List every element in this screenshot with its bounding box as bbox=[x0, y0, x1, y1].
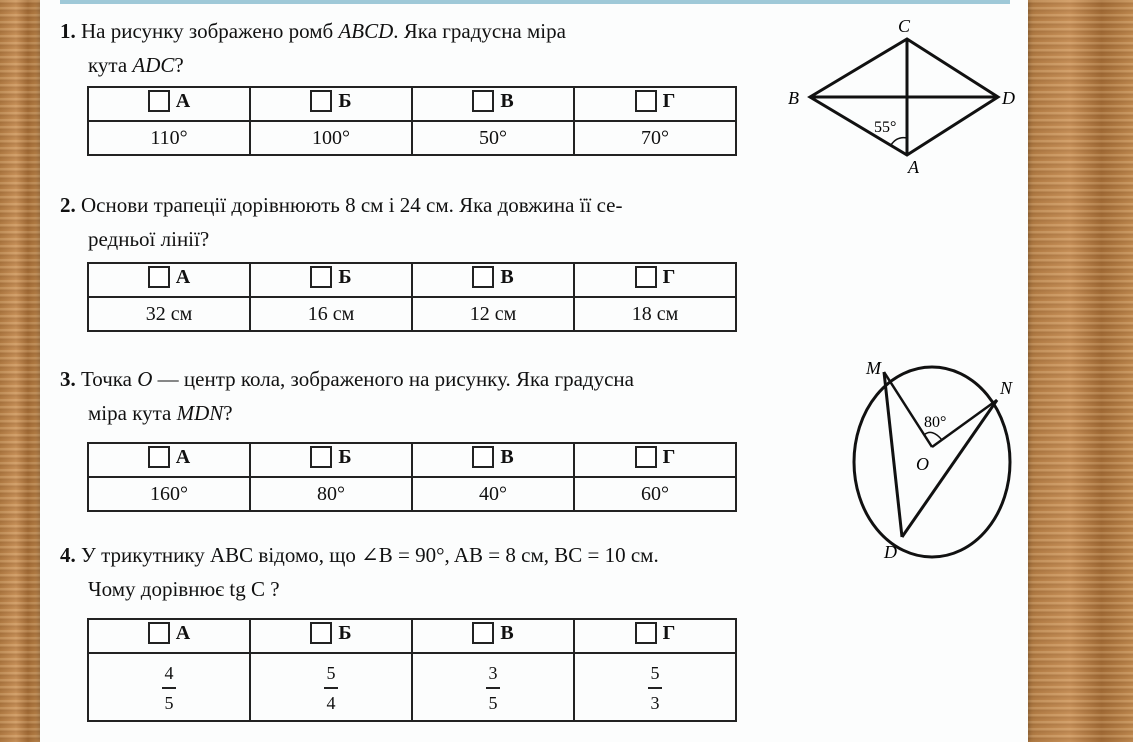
answer-option-a[interactable] bbox=[88, 619, 250, 653]
vertex-label-b: B bbox=[788, 88, 799, 108]
answer-option-v[interactable] bbox=[412, 619, 574, 653]
checkbox[interactable] bbox=[472, 446, 494, 468]
wood-background-left bbox=[0, 0, 40, 742]
fraction-numerator: 4 bbox=[164, 662, 174, 683]
checkbox[interactable] bbox=[635, 622, 657, 644]
answer-option-b[interactable] bbox=[250, 263, 412, 297]
option-letter: В bbox=[500, 265, 514, 288]
answer-option-g[interactable] bbox=[574, 619, 736, 653]
fraction-denominator: 4 bbox=[326, 692, 336, 713]
answer-option-g[interactable] bbox=[574, 443, 736, 477]
answer-value: 160° bbox=[88, 477, 250, 511]
point-label-m: M bbox=[866, 358, 881, 378]
fraction-denominator: 5 bbox=[488, 692, 498, 713]
option-letter: Б bbox=[338, 265, 352, 288]
question-text: На рисунку зображено ромб bbox=[81, 19, 339, 43]
option-letter: А bbox=[175, 89, 191, 112]
question-text: . Яка градусна міра bbox=[393, 19, 566, 43]
question-text: кута bbox=[88, 53, 133, 77]
answer-value bbox=[250, 653, 412, 721]
vertex-label-a: A bbox=[908, 157, 919, 177]
answer-option-v[interactable] bbox=[412, 263, 574, 297]
answer-value: 32 см bbox=[88, 297, 250, 331]
answer-value: 40° bbox=[412, 477, 574, 511]
checkbox[interactable] bbox=[472, 266, 494, 288]
option-letter: Г bbox=[662, 621, 676, 644]
checkbox[interactable] bbox=[310, 446, 332, 468]
fraction-denominator: 5 bbox=[164, 692, 174, 713]
checkbox[interactable] bbox=[148, 266, 170, 288]
option-letter: А bbox=[175, 621, 191, 644]
point-label-o: O bbox=[916, 454, 929, 474]
checkbox[interactable] bbox=[635, 266, 657, 288]
checkbox[interactable] bbox=[310, 622, 332, 644]
fraction-numerator: 3 bbox=[488, 662, 498, 683]
question-text: Точка bbox=[81, 367, 138, 391]
answer-value: 50° bbox=[412, 121, 574, 155]
checkbox[interactable] bbox=[472, 622, 494, 644]
vertex-label-d: D bbox=[1002, 88, 1015, 108]
option-letter: Г bbox=[662, 89, 676, 112]
question-variable: MDN bbox=[176, 401, 224, 425]
answer-option-b[interactable] bbox=[250, 87, 412, 121]
question-variable: ADC bbox=[132, 53, 175, 77]
point-label-d: D bbox=[884, 542, 897, 562]
answer-table-2 bbox=[87, 262, 737, 332]
angle-label: 55° bbox=[874, 119, 897, 136]
answer-value: 100° bbox=[250, 121, 412, 155]
question-2 bbox=[60, 188, 622, 256]
question-text: — центр кола, зображеного на рисунку. Яка градусна bbox=[152, 367, 634, 391]
rhombus-figure bbox=[780, 10, 1030, 180]
answer-option-g[interactable] bbox=[574, 87, 736, 121]
question-number: 4. bbox=[60, 543, 76, 567]
question-text: Основи трапеції дорівнюють 8 см і 24 см. Яка довжина її се- bbox=[81, 193, 623, 217]
question-number: 3. bbox=[60, 367, 76, 391]
answer-option-a[interactable] bbox=[88, 443, 250, 477]
vertex-label-c: C bbox=[898, 16, 911, 36]
answer-table-3 bbox=[87, 442, 737, 512]
answer-value bbox=[412, 653, 574, 721]
option-letter: А bbox=[175, 445, 191, 468]
question-variable: ABCD bbox=[338, 19, 394, 43]
question-1 bbox=[60, 14, 566, 82]
question-4 bbox=[60, 538, 659, 606]
angle-label: 80° bbox=[924, 414, 947, 431]
answer-value: 12 см bbox=[412, 297, 574, 331]
answer-value: 110° bbox=[88, 121, 250, 155]
question-text: ? bbox=[174, 53, 184, 77]
question-text: редньої лінії? bbox=[88, 227, 210, 251]
answer-option-a[interactable] bbox=[88, 263, 250, 297]
page-top-border bbox=[60, 0, 1010, 4]
question-text: У трикутнику ABC відомо, що ∠B = 90°, AB = 8 см, BC = 10 см. bbox=[81, 543, 659, 567]
option-letter: Б bbox=[338, 621, 352, 644]
answer-option-g[interactable] bbox=[574, 263, 736, 297]
checkbox[interactable] bbox=[148, 622, 170, 644]
answer-value: 60° bbox=[574, 477, 736, 511]
checkbox[interactable] bbox=[310, 90, 332, 112]
answer-value bbox=[574, 653, 736, 721]
answer-option-v[interactable] bbox=[412, 443, 574, 477]
answer-value: 16 см bbox=[250, 297, 412, 331]
fraction-denominator: 3 bbox=[650, 692, 660, 713]
answer-value: 80° bbox=[250, 477, 412, 511]
answer-value: 70° bbox=[574, 121, 736, 155]
point-label-n: N bbox=[1000, 378, 1013, 398]
answer-table-1 bbox=[87, 86, 737, 156]
fraction-numerator: 5 bbox=[650, 662, 660, 683]
option-letter: Г bbox=[662, 445, 676, 468]
option-letter: Г bbox=[662, 265, 676, 288]
question-number: 1. bbox=[60, 19, 76, 43]
checkbox[interactable] bbox=[148, 446, 170, 468]
checkbox[interactable] bbox=[472, 90, 494, 112]
answer-value: 18 см bbox=[574, 297, 736, 331]
question-text: Чому дорівнює tg C ? bbox=[88, 577, 280, 601]
answer-table-4 bbox=[87, 618, 737, 722]
angle-arc bbox=[891, 138, 907, 145]
question-text: міра кута bbox=[88, 401, 177, 425]
option-letter: В bbox=[500, 445, 514, 468]
checkbox[interactable] bbox=[635, 90, 657, 112]
checkbox[interactable] bbox=[148, 90, 170, 112]
question-3 bbox=[60, 362, 634, 430]
option-letter: В bbox=[500, 621, 514, 644]
question-number: 2. bbox=[60, 193, 76, 217]
option-letter: Б bbox=[338, 89, 352, 112]
option-letter: Б bbox=[338, 445, 352, 468]
fraction-numerator: 5 bbox=[326, 662, 336, 683]
answer-option-a[interactable] bbox=[88, 87, 250, 121]
circle-figure bbox=[840, 350, 1030, 580]
circle-outline bbox=[854, 367, 1010, 557]
answer-option-b[interactable] bbox=[250, 443, 412, 477]
wood-background-right bbox=[1028, 0, 1133, 742]
answer-value bbox=[88, 653, 250, 721]
checkbox[interactable] bbox=[635, 446, 657, 468]
option-letter: А bbox=[175, 265, 191, 288]
question-variable: O bbox=[137, 367, 153, 391]
answer-option-v[interactable] bbox=[412, 87, 574, 121]
checkbox[interactable] bbox=[310, 266, 332, 288]
option-letter: В bbox=[500, 89, 514, 112]
answer-option-b[interactable] bbox=[250, 619, 412, 653]
question-text: ? bbox=[223, 401, 233, 425]
